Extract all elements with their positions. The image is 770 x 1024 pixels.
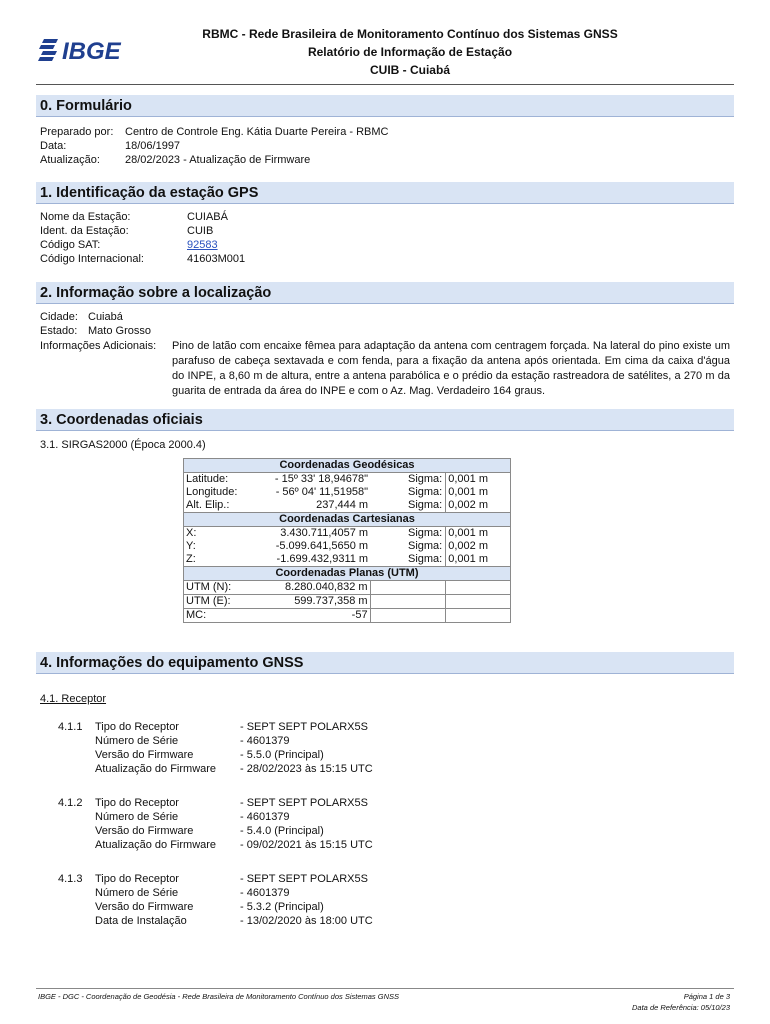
section-title-localizacao: 2. Informação sobre a localização [36, 282, 734, 304]
field-label: Nome da Estação: [40, 211, 131, 223]
table-row: MC: -57 [184, 609, 511, 623]
receiver-value: - 13/02/2020 às 18:00 UTC [240, 915, 373, 927]
field-value: Mato Grosso [88, 325, 151, 337]
report-title-line3: CUIB - Cuiabá [369, 63, 450, 77]
field-label: Código Internacional: [40, 253, 144, 265]
footer-text: IBGE - DGC - Coordenação de Geodésia - Rede Brasileira de Monitoramento Contínuo dos Sistemas GNSS [38, 992, 400, 1001]
svg-text:IBGE: IBGE [62, 38, 121, 62]
receiver-label: Versão do Firmware [95, 749, 194, 761]
field-label: Código SAT: [40, 239, 101, 251]
receiver-value: - 5.5.0 (Principal) [240, 749, 324, 761]
sat-code-link[interactable]: 92583 [187, 239, 218, 251]
receiver-label: Versão do Firmware [95, 901, 194, 913]
receiver-value: - SEPT SEPT POLARX5S [240, 797, 368, 809]
receiver-label: Tipo do Receptor [95, 721, 179, 733]
receiver-label: Versão do Firmware [95, 825, 194, 837]
receiver-label: Tipo do Receptor [95, 873, 179, 885]
field-label: Cidade: [40, 311, 78, 323]
footer-divider [36, 988, 734, 989]
table-row: UTM (N): 8.280.040,832 m [184, 581, 511, 595]
receiver-value: - 28/02/2023 às 15:15 UTC [240, 763, 373, 775]
page-number: Página 1 de 3 [683, 992, 730, 1001]
section-title-equipamento: 4. Informações do equipamento GNSS [36, 652, 734, 674]
receiver-value: - SEPT SEPT POLARX5S [240, 873, 368, 885]
report-title-line1: RBMC - Rede Brasileira de Monitoramento Contínuo dos Sistemas GNSS [202, 27, 618, 41]
section-title-formulario: 0. Formulário [36, 95, 734, 117]
coordinates-table [183, 458, 511, 623]
field-value: CUIB [187, 225, 214, 237]
field-value: CUIABÁ [187, 211, 228, 223]
receiver-value: - 09/02/2021 às 15:15 UTC [240, 839, 373, 851]
field-label: Preparado por: [40, 126, 114, 138]
additional-info-text: Pino de latão com encaixe fêmea para adaptação da antena com centragem forçada. Na lateral do pino existe um parafuso de cabeça sextavada e com fenda, para a fixação da antena após orientada. Em cima da caixa d'água do INPE, a 8,60 m de altura, entre a antena parabólica e o prédio da estação rastreadora de satélites, a 270 m da guarita de entrada da área do INPE e com o Az. Mag. Verdadeiro 164 graus. [172, 340, 730, 397]
section-title-coordenadas: 3. Coordenadas oficiais [36, 409, 734, 431]
receiver-label: Tipo do Receptor [95, 797, 179, 809]
table-row: X: 3.430.711,4057 m Sigma: 0,001 m [184, 527, 511, 541]
subsection-title: 3.1. SIRGAS2000 (Época 2000.4) [40, 439, 206, 451]
field-value: Cuiabá [88, 311, 123, 323]
table-row: Latitude: - 15º 33' 18,94678" Sigma: 0,001 m [184, 473, 511, 487]
receiver-number: 4.1.3 [58, 873, 83, 885]
ibge-logo [38, 36, 144, 62]
field-value: 28/02/2023 - Atualização de Firmware [125, 154, 311, 166]
header-divider [36, 84, 734, 85]
table-row: Z: -1.699.432,9311 m Sigma: 0,001 m [184, 553, 511, 567]
table-row: Y: -5.099.641,5650 m Sigma: 0,002 m [184, 540, 511, 553]
receiver-label: Número de Série [95, 735, 179, 747]
receiver-label: Data de Instalação [95, 915, 187, 927]
receiver-number: 4.1.2 [58, 797, 83, 809]
receiver-value: - 5.4.0 (Principal) [240, 825, 324, 837]
geodetic-header: Coordenadas Geodésicas [184, 459, 511, 473]
field-value: Centro de Controle Eng. Kátia Duarte Pereira - RBMC [125, 126, 389, 138]
table-row: UTM (E): 599.737,358 m [184, 595, 511, 609]
field-value: 18/06/1997 [125, 140, 181, 152]
receiver-label: Número de Série [95, 811, 179, 823]
field-label: Data: [40, 140, 67, 152]
cartesian-header: Coordenadas Cartesianas [184, 513, 511, 527]
field-value: 41603M001 [187, 253, 246, 265]
receiver-value: - 4601379 [240, 887, 290, 899]
section-title-identificacao: 1. Identificação da estação GPS [36, 182, 734, 204]
field-label: Estado: [40, 325, 78, 337]
report-title-line2: Relatório de Informação de Estação [307, 45, 513, 59]
table-row: Alt. Elip.: 237,444 m Sigma: 0,002 m [184, 499, 511, 513]
receiver-value: - SEPT SEPT POLARX5S [240, 721, 368, 733]
subsection-receptor[interactable]: 4.1. Receptor [40, 693, 107, 705]
field-label: Atualização: [40, 154, 100, 166]
utm-header: Coordenadas Planas (UTM) [184, 567, 511, 581]
receiver-number: 4.1.1 [58, 721, 83, 733]
receiver-label: Atualização do Firmware [95, 763, 217, 775]
receiver-label: Atualização do Firmware [95, 839, 217, 851]
receiver-value: - 4601379 [240, 811, 290, 823]
table-row: Longitude: - 56º 04' 11,51958" Sigma: 0,001 m [184, 486, 511, 499]
receiver-value: - 4601379 [240, 735, 290, 747]
field-label: Informações Adicionais: [40, 340, 157, 352]
receiver-label: Número de Série [95, 887, 179, 899]
reference-date: Data de Referência: 05/10/23 [632, 1003, 730, 1012]
field-label: Ident. da Estação: [40, 225, 129, 237]
receiver-value: - 5.3.2 (Principal) [240, 901, 324, 913]
